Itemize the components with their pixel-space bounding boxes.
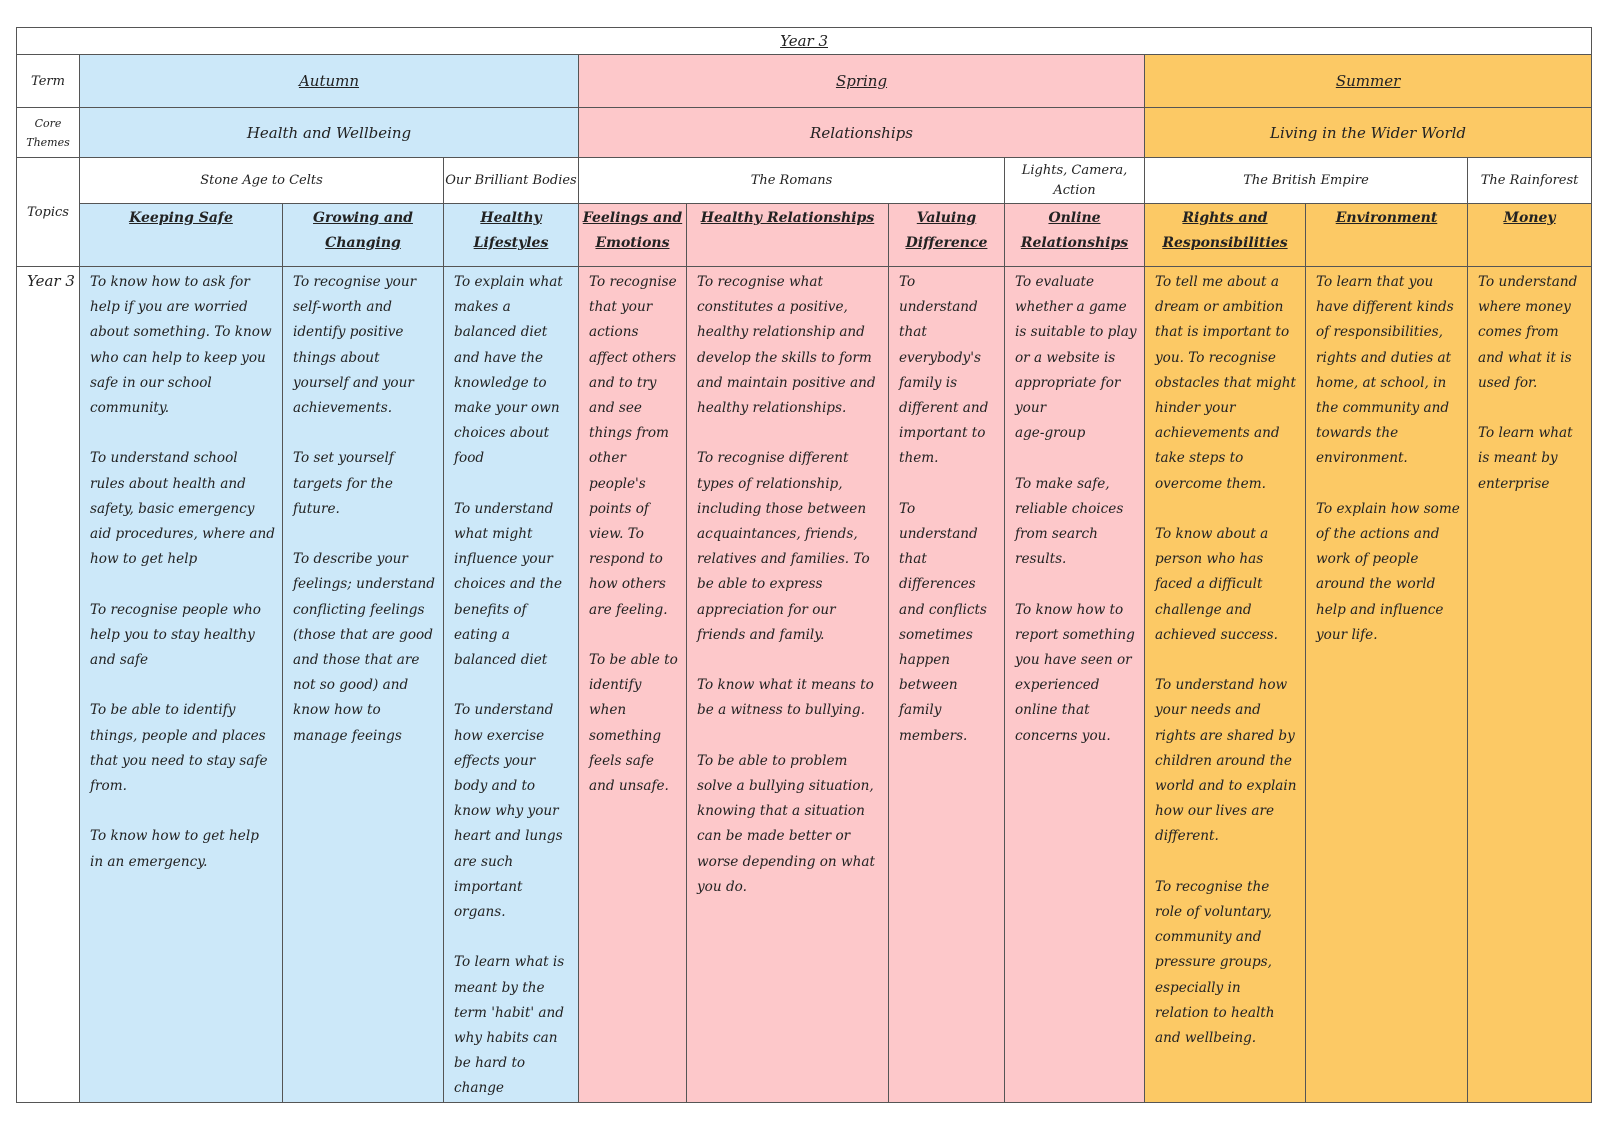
objective-text: To understand that everybody's family is different and important to them. xyxy=(899,274,989,467)
objective-text: To understand where money comes from and what it is used for. xyxy=(1478,274,1578,391)
content-valuing-difference xyxy=(889,267,1005,1103)
objective-text: To recognise people who help you to stay healthy and safe xyxy=(90,601,261,669)
content-environment xyxy=(1306,267,1468,1103)
content-rights-and-responsibilities xyxy=(1145,267,1306,1103)
subject-valuing-difference: Valuing Difference xyxy=(889,204,1005,267)
subject-rights-and-responsibilities: Rights and Responsibilities xyxy=(1145,204,1306,267)
content-healthy-relationships xyxy=(687,267,889,1103)
content-keeping-safe xyxy=(80,267,283,1103)
objective-text: To describe your feelings; understand conflicting feelings (those that are good and those that are not so good) and know how to manage feeings xyxy=(293,551,435,744)
objective-text: To be able to problem solve a bullying situation, knowing that a situation can be made better or worse depending on what you do. xyxy=(697,752,875,895)
content-feelings-and-emotions xyxy=(579,267,687,1103)
objective-text: To learn what is meant by the term 'habit' and why habits can be hard to change xyxy=(454,954,565,1097)
objective-text: To set yourself targets for the future. xyxy=(293,450,394,517)
objective-text: To make safe, reliable choices from search results. xyxy=(1015,475,1124,568)
content-online-relationships xyxy=(1005,267,1145,1103)
subject-money: Money xyxy=(1468,204,1592,267)
term-row-label: Term xyxy=(17,55,80,108)
theme-relationships: Relationships xyxy=(579,108,1145,158)
subject-online-relationships: Online Relationships xyxy=(1005,204,1145,267)
topic-the-british-empire: The British Empire xyxy=(1145,158,1468,204)
subject-keeping-safe: Keeping Safe xyxy=(80,204,283,267)
objective-text: To know how to get help in an emergency. xyxy=(90,828,259,870)
topic-lights-camera-action: Lights, Camera, Action xyxy=(1005,158,1145,204)
objective-text: To know what it means to be a witness to bullying. xyxy=(697,677,874,719)
topic-stone-age-to-celts: Stone Age to Celts xyxy=(80,158,444,204)
theme-living-in-wider-world: Living in the Wider World xyxy=(1145,108,1592,158)
topics-row-label: Topics xyxy=(17,158,80,267)
topic-the-romans: The Romans xyxy=(579,158,1005,204)
objective-text: To recognise your self-worth and identify positive things about yourself and your achievements. xyxy=(293,274,417,417)
objective-text: To explain how some of the actions and work of people around the world help and influence your life. xyxy=(1316,500,1460,643)
objective-text: To know about a person who has faced a difficult challenge and achieved success. xyxy=(1155,526,1278,643)
subject-feelings-and-emotions: Feelings and Emotions xyxy=(579,204,687,267)
content-growing-and-changing xyxy=(283,267,444,1103)
objective-text: To understand how exercise effects your body and to know why your heart and lungs are such important organs. xyxy=(454,702,563,921)
content-money xyxy=(1468,267,1592,1103)
objective-text: To learn that you have different kinds of responsibilities, rights and duties at home, at school, in the community and towards the environment. xyxy=(1316,274,1454,467)
content-healthy-lifestyles xyxy=(444,267,579,1103)
year-label: Year 3 xyxy=(17,267,80,1103)
objective-text: To understand how your needs and rights are shared by children around the world and to explain how our lives are different. xyxy=(1155,677,1297,845)
year-3-curriculum-table xyxy=(16,27,1592,1103)
core-themes-row-label: Core Themes xyxy=(17,108,80,158)
objective-text: To tell me about a dream or ambition that is important to you. To recognise obstacles that might hinder your achievements and take steps to overcome them. xyxy=(1155,274,1296,492)
objective-text: To be able to identify things, people and places that you need to stay safe from. xyxy=(90,702,268,795)
objective-text: To explain what makes a balanced diet and have the knowledge to make your own choices about food xyxy=(454,274,563,467)
table-title: Year 3 xyxy=(17,28,1592,55)
term-summer: Summer xyxy=(1145,55,1592,108)
objective-text: To understand what might influence your choices and the benefits of eating a balanced diet xyxy=(454,500,562,669)
subject-growing-and-changing: Growing and Changing xyxy=(283,204,444,267)
topic-our-brilliant-bodies: Our Brilliant Bodies xyxy=(444,158,579,204)
objective-text: To understand school rules about health and safety, basic emergency aid procedures, where and how to get help xyxy=(90,450,275,568)
objective-text: To learn what is meant by enterprise xyxy=(1478,425,1573,492)
topic-the-rainforest: The Rainforest xyxy=(1468,158,1592,204)
objective-text: To recognise what constitutes a positive, healthy relationship and develop the skills to form and maintain positive and healthy relationships. xyxy=(697,274,876,417)
objective-text: To know how to ask for help if you are worried about something. To know who can help to keep you safe in our school community. xyxy=(90,274,272,417)
objective-text: To know how to report something you have seen or experienced online that concerns you. xyxy=(1015,601,1135,744)
term-spring: Spring xyxy=(579,55,1145,108)
objective-text: To recognise that your actions affect others and to try and see things from other people's points of view. To respond to how others are feeling. xyxy=(589,274,677,618)
objective-text: To recognise the role of voluntary, community and pressure groups, especially in relation to health and wellbeing. xyxy=(1155,878,1275,1047)
objective-text: To evaluate whether a game is suitable to play or a website is appropriate for your age-group xyxy=(1015,274,1137,442)
objective-text: To recognise different types of relationship, including those between acquaintances, friends, relatives and families. To be able to express appreciation for our friends and family. xyxy=(697,450,870,643)
term-autumn: Autumn xyxy=(80,55,579,108)
subject-environment: Environment xyxy=(1306,204,1468,267)
objective-text: To understand that differences and conflicts sometimes happen between family members. xyxy=(899,500,987,744)
theme-health-and-wellbeing: Health and Wellbeing xyxy=(80,108,579,158)
subject-healthy-relationships: Healthy Relationships xyxy=(687,204,889,267)
subject-healthy-lifestyles: Healthy Lifestyles xyxy=(444,204,579,267)
objective-text: To be able to identify when something feels safe and unsafe. xyxy=(589,652,678,795)
